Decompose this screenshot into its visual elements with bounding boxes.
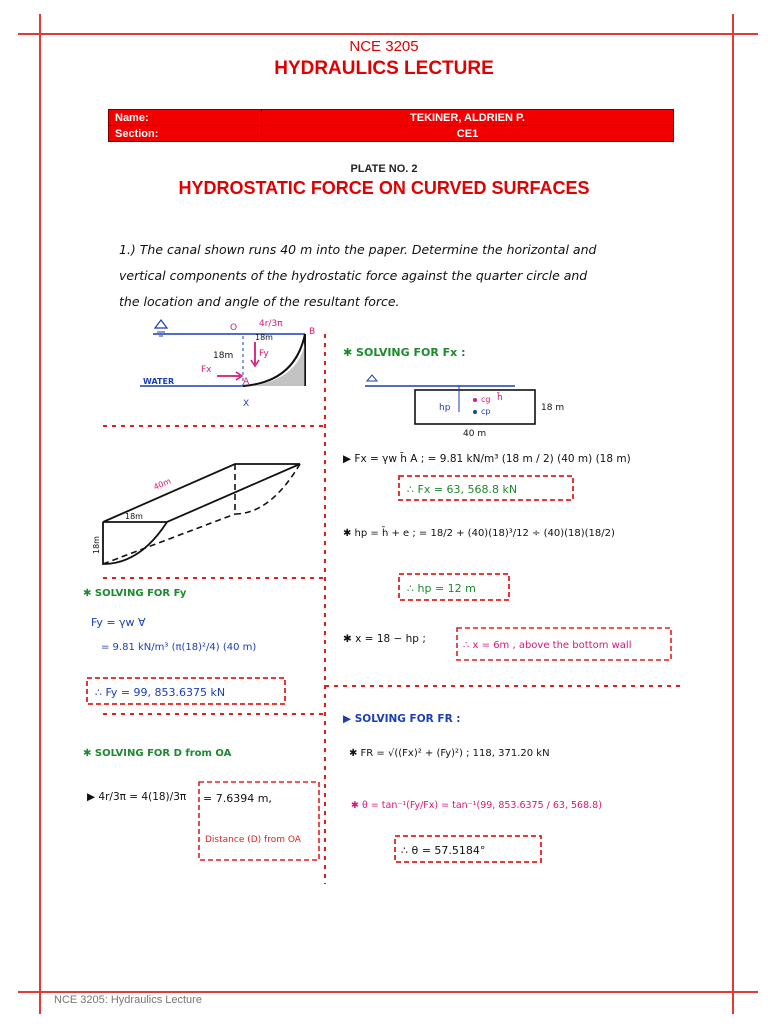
theta-equation: ✱ θ = tan⁻¹(Fy/Fx) = tan⁻¹(99, 853.6375 / 63, 568.8) — [351, 800, 602, 811]
plate-number: PLATE NO. 2 — [350, 163, 418, 175]
label-a: A — [243, 377, 250, 387]
label-x: X — [243, 399, 250, 409]
label-hbar: h̄ — [497, 393, 503, 403]
label-fx: Fx — [201, 365, 212, 375]
fx-result: ∴ Fx = 63, 568.8 kN — [407, 483, 518, 496]
problem-line-1: 1.) The canal shown runs 40 m into the paper. Determine the horizontal and — [119, 242, 597, 257]
section-label: Section: — [109, 126, 262, 142]
water-surface-icon — [155, 320, 167, 328]
problem-line-2: vertical components of the hydrostatic force against the quarter circle and — [119, 268, 588, 283]
label-18m-side: 18m — [92, 536, 101, 554]
fr-heading: ▶ SOLVING FOR FR : — [343, 713, 461, 725]
label-fy: Fy — [259, 349, 269, 359]
fx-heading: ✱ SOLVING FOR Fx : — [343, 346, 466, 359]
water-label: WATER — [143, 377, 175, 386]
name-label: Name: — [109, 110, 262, 126]
fy-heading: ✱ SOLVING FOR Fy — [83, 588, 187, 599]
label-4r-3pi: 4r/3π — [259, 319, 283, 329]
d-note: Distance (D) from OA — [205, 835, 301, 845]
label-b: B — [309, 327, 316, 337]
fy-result: ∴ Fy = 99, 853.6375 kN — [95, 686, 226, 699]
d-heading: ✱ SOLVING FOR D from OA — [83, 748, 232, 759]
course-code: NCE 3205 — [349, 38, 419, 55]
label-18m-3d: 18m — [125, 512, 143, 521]
label-rect-depth: 18 m — [541, 403, 565, 413]
theta-result: ∴ θ = 57.5184° — [401, 844, 486, 857]
course-title: HYDRAULICS LECTURE — [274, 58, 494, 79]
d-result: = 7.6394 m, — [203, 792, 272, 805]
fx-equation: ▶ Fx = γw h̄ A ; = 9.81 kN/m³ (18 m / 2) (40 m) (18 m) — [343, 453, 631, 465]
name-value: TEKINER, ALDRIEN P. — [262, 110, 674, 126]
frame-bottom-line — [18, 991, 758, 993]
pressure-rectangle-sketch — [365, 375, 564, 439]
fy-eq-2: = 9.81 kN/m³ (π(18)²/4) (40 m) — [101, 642, 257, 653]
x-equation: ✱ x = 18 − hp ; — [343, 633, 426, 645]
label-rect-width: 40 m — [463, 429, 487, 439]
student-info-table — [108, 109, 674, 142]
label-hp: hp — [439, 403, 451, 413]
section-row — [109, 126, 674, 142]
label-40m-3d: 40m — [152, 476, 173, 492]
handwritten-notes — [83, 214, 695, 904]
canal-3d-sketch — [92, 464, 300, 564]
page-footer: NCE 3205: Hydraulics Lecture — [54, 994, 202, 1006]
fy-eq-1: Fy = γw ∀ — [91, 616, 146, 629]
canal-cross-section — [140, 319, 315, 409]
d-equation: ▶ 4r/3π = 4(18)/3π — [87, 791, 187, 803]
hp-result: ∴ hp = 12 m — [407, 582, 476, 595]
name-row — [109, 110, 674, 126]
x-result: ∴ x = 6m , above the bottom wall — [463, 640, 632, 651]
section-value: CE1 — [262, 126, 674, 142]
hp-equation: ✱ hp = h̄ + e ; = 18/2 + (40)(18)³/12 ÷ (40)(18)(18/2) — [343, 528, 615, 539]
problem-line-3: the location and angle of the resultant force. — [119, 294, 400, 309]
label-depth-18m-top: 18m — [255, 333, 273, 342]
fr-equation: ✱ FR = √((Fx)² + (Fy)²) ; 118, 371.20 kN — [349, 748, 550, 759]
label-cp: cp — [481, 407, 491, 416]
plate-title: HYDROSTATIC FORCE ON CURVED SURFACES — [178, 178, 590, 198]
frame-top-line — [18, 33, 758, 35]
label-cg: cg — [481, 395, 491, 404]
label-depth-18m: 18m — [213, 351, 234, 361]
label-o: O — [230, 323, 238, 333]
